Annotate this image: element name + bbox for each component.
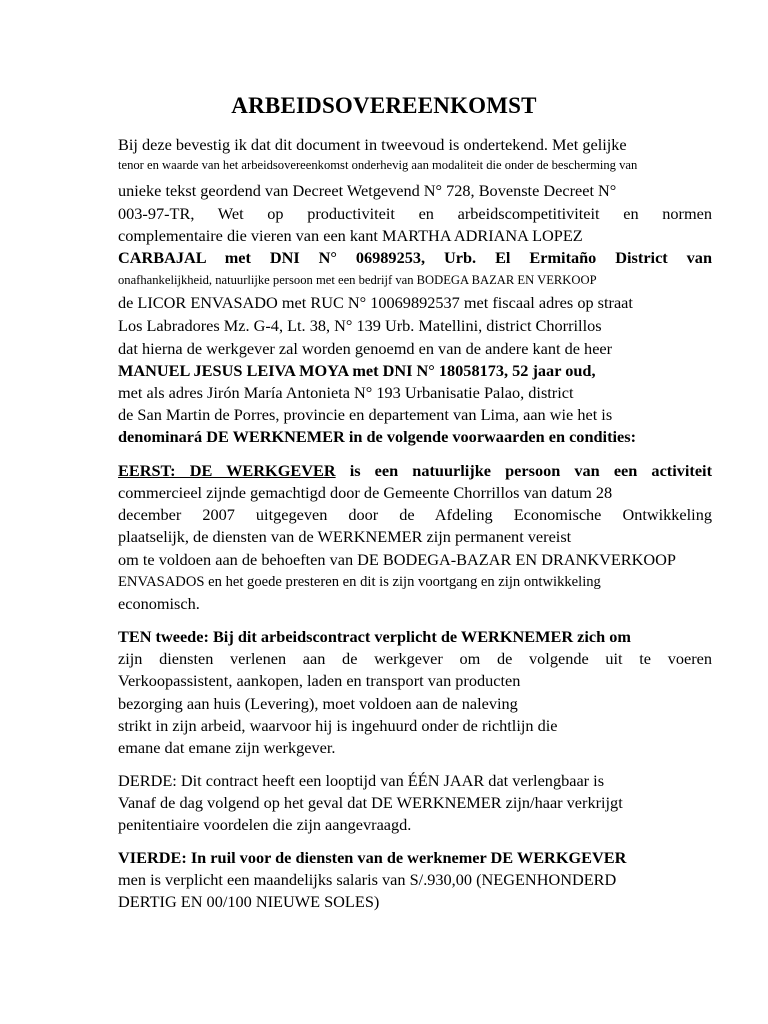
text-line: is een natuurlijke persoon van een activiteit [349, 461, 713, 480]
text-line: 003-97-TR, Wet op productiviteit en arbeidscompetitiviteit en normen [118, 204, 712, 223]
text-line: complementaire die vieren van een kant MARTHA ADRIANA LOPEZ [118, 226, 583, 245]
text-line: Los Labradores Mz. G-4, Lt. 38, N° 139 Urb. Matellini, district Chorrillos [118, 316, 602, 335]
text-line: Bij deze bevestig ik dat dit document in tweevoud is ondertekend. Met gelijke [118, 135, 627, 154]
text-line: tenor en waarde van het arbeidsovereenkomst onderhevig aan modaliteit die onder de bescherming van [118, 158, 638, 172]
text-line: MANUEL JESUS LEIVA MOYA met DNI N° 18058173, 52 jaar oud, [118, 361, 596, 380]
text-line: penitentiaire voordelen die zijn aangevraagd. [118, 815, 412, 834]
text-line: om te voldoen aan de behoeften van DE BODEGA-BAZAR EN DRANKVERKOOP [118, 550, 676, 569]
text-line: december 2007 uitgegeven door de Afdeling Economische Ontwikkeling [118, 505, 712, 524]
text-line: economisch. [118, 594, 200, 613]
text-line: men is verplicht een maandelijks salaris van S/.930,00 (NEGENHONDERD [118, 870, 617, 889]
article-first-heading: EERST: DE WERKGEVER [118, 461, 336, 480]
text-line: zijn diensten verlenen aan de werkgever om de volgende uit te voeren [118, 649, 712, 668]
article-third-heading: DERDE: Dit contract heeft een looptijd van ÉÉN JAAR dat verlengbaar is [118, 771, 605, 790]
text-line: de San Martin de Porres, provincie en departement van Lima, aan wie het is [118, 405, 613, 424]
document-title: ARBEIDSOVEREENKOMST [231, 93, 537, 118]
text-line: denominará DE WERKNEMER in de volgende voorwaarden en condities: [118, 427, 637, 446]
text-line: onafhankelijkheid, natuurlijke persoon met een bedrijf van BODEGA BAZAR EN VERKOOP [118, 273, 597, 287]
text-line: dat hierna de werkgever zal worden genoemd en van de andere kant de heer [118, 339, 613, 358]
article-fourth-heading: VIERDE: In ruil voor de diensten van de werknemer DE WERKGEVER [118, 848, 627, 867]
text-line: bezorging aan huis (Levering), moet voldoen aan de naleving [118, 694, 518, 713]
text-line: unieke tekst geordend van Decreet Wetgevend N° 728, Bovenste Decreet N° [118, 181, 617, 200]
article-first-line [118, 461, 712, 481]
text-line: emane dat emane zijn werkgever. [118, 738, 336, 757]
text-line: de LICOR ENVASADO met RUC N° 10069892537 met fiscaal adres op straat [118, 293, 633, 312]
text-line: DERTIG EN 00/100 NIEUWE SOLES) [118, 892, 380, 911]
text-line: ENVASADOS en het goede presteren en dit is zijn voortgang en zijn ontwikkeling [118, 574, 601, 590]
text-line: Vanaf de dag volgend op het geval dat DE WERKNEMER zijn/haar verkrijgt [118, 793, 623, 812]
article-second-heading: TEN tweede: Bij dit arbeidscontract verplicht de WERKNEMER zich om [118, 627, 631, 646]
text-line: met als adres Jirón María Antonieta N° 193 Urbanisatie Palao, district [118, 383, 574, 402]
text-line: Verkoopassistent, aankopen, laden en transport van producten [118, 671, 521, 690]
text-line: strikt in zijn arbeid, waarvoor hij is ingehuurd onder de richtlijn die [118, 716, 558, 735]
text-line: commercieel zijnde gemachtigd door de Gemeente Chorrillos van datum 28 [118, 483, 613, 502]
text-line: CARBAJAL met DNI N° 06989253, Urb. El Ermitaño District van [118, 248, 712, 267]
text-line: plaatselijk, de diensten van de WERKNEMER zijn permanent vereist [118, 527, 572, 546]
